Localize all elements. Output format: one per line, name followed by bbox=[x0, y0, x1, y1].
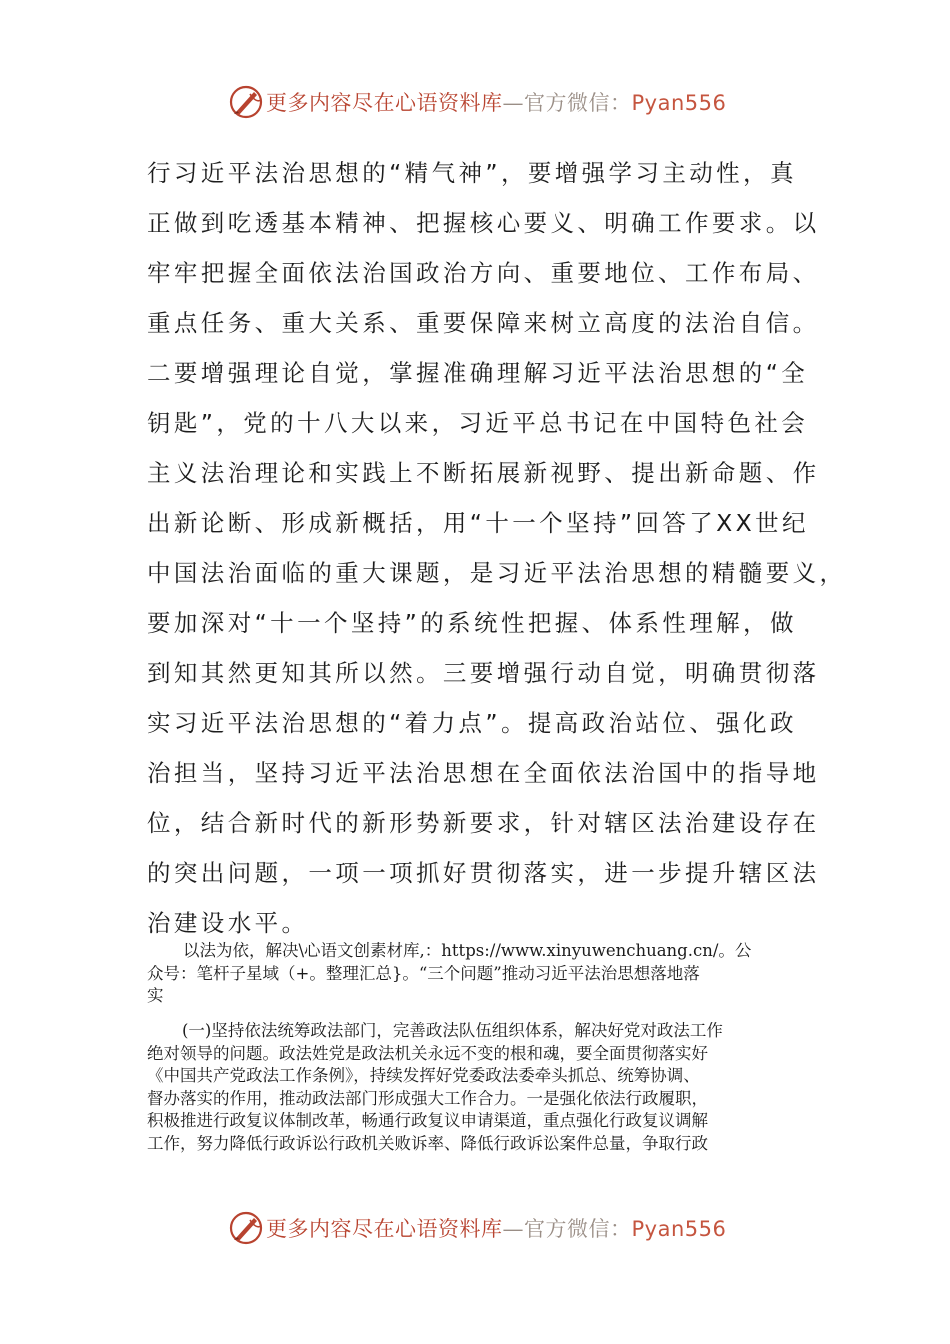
banner-code: Pyan556 bbox=[631, 91, 727, 115]
text-line: 积极推进行政复议体制改革，畅通行政复议申请渠道，重点强化行政复议调解 bbox=[147, 1111, 708, 1130]
banner-code: Pyan556 bbox=[631, 1217, 727, 1241]
pen-logo-icon bbox=[228, 1210, 264, 1246]
text-line: 二要增强理论自觉，掌握准确理解习近平法治思想的“全 bbox=[147, 359, 809, 387]
banner-secondary-text: 官方微信： bbox=[524, 1217, 632, 1241]
text-line: 治担当，坚持习近平法治思想在全面依法治国中的指导地 bbox=[147, 759, 820, 787]
banner-separator: — bbox=[502, 91, 524, 115]
text-line: 实 bbox=[147, 986, 164, 1005]
text-line: 以法为依，解决\心语文创素材库,：https://www.xinyuwenchuang.cn/。公 bbox=[183, 941, 752, 960]
banner-main-text: 更多内容尽在心语资料库 bbox=[266, 91, 503, 115]
text-line: 钥匙”，党的十八大以来，习近平总书记在中国特色社会 bbox=[147, 409, 809, 437]
text-line: 正做到吃透基本精神、把握核心要义、明确工作要求。以 bbox=[147, 209, 820, 237]
pen-logo-icon bbox=[228, 84, 264, 120]
text-line: 出新论断、形成新概括，用“十一个坚持”回答了XX世纪 bbox=[147, 509, 809, 537]
paragraph-source-note bbox=[147, 940, 815, 1008]
body-text-large bbox=[147, 148, 847, 948]
paragraph-section-one bbox=[147, 1020, 815, 1155]
text-line: 实习近平法治思想的“着力点”。提高政治站位、强化政 bbox=[147, 709, 797, 737]
text-line: 督办落实的作用，推动政法部门形成强大工作合力。一是强化依法行政履职， bbox=[147, 1088, 708, 1108]
text-line: 工作，努力降低行政诉讼行政机关败诉率、降低行政诉讼案件总量，争取行政 bbox=[147, 1133, 708, 1153]
text-line: 治建设水平。 bbox=[147, 909, 309, 937]
text-line: 主义法治理论和实践上不断拓展新视野、提出新命题、作 bbox=[147, 459, 820, 487]
text-line: 重点任务、重大关系、重要保障来树立高度的法治自信。 bbox=[147, 309, 820, 337]
banner-secondary-text: 官方微信： bbox=[524, 91, 632, 115]
text-line: 绝对领导的问题。政法姓党是政法机关永远不变的根和魂，要全面贯彻落实好 bbox=[147, 1043, 708, 1063]
text-line: 行习近平法治思想的“精气神”，要增强学习主动性，真 bbox=[147, 159, 797, 187]
text-line: 要加深对“十一个坚持”的系统性把握、体系性理解，做 bbox=[147, 609, 797, 637]
banner-main-text: 更多内容尽在心语资料库 bbox=[266, 1217, 503, 1241]
text-line: 中国法治面临的重大课题，是习近平法治思想的精髓要义， bbox=[147, 559, 847, 587]
text-line: 到知其然更知其所以然。三要增强行动自觉，明确贯彻落 bbox=[147, 659, 820, 687]
footer-banner bbox=[228, 1208, 748, 1248]
text-line: 牢牢把握全面依法治国政治方向、重要地位、工作布局、 bbox=[147, 259, 820, 287]
text-line: 位，结合新时代的新形势新要求，针对辖区法治建设存在 bbox=[147, 809, 820, 837]
text-line: (一)坚持依法统筹政法部门，完善政法队伍组织体系，解决好党对政法工作 bbox=[182, 1021, 723, 1040]
text-line: 《中国共产党政法工作条例》，持续发挥好党委政法委牵头抓总、统筹协调、 bbox=[147, 1066, 700, 1085]
banner-separator: — bbox=[502, 1217, 524, 1241]
text-line: 众号：笔杆子星域（+。整理汇总}。“三个问题”推动习近平法治思想落地落 bbox=[147, 963, 700, 983]
header-banner bbox=[228, 82, 748, 122]
text-line: 的突出问题，一项一项抓好贯彻落实，进一步提升辖区法 bbox=[147, 859, 820, 887]
